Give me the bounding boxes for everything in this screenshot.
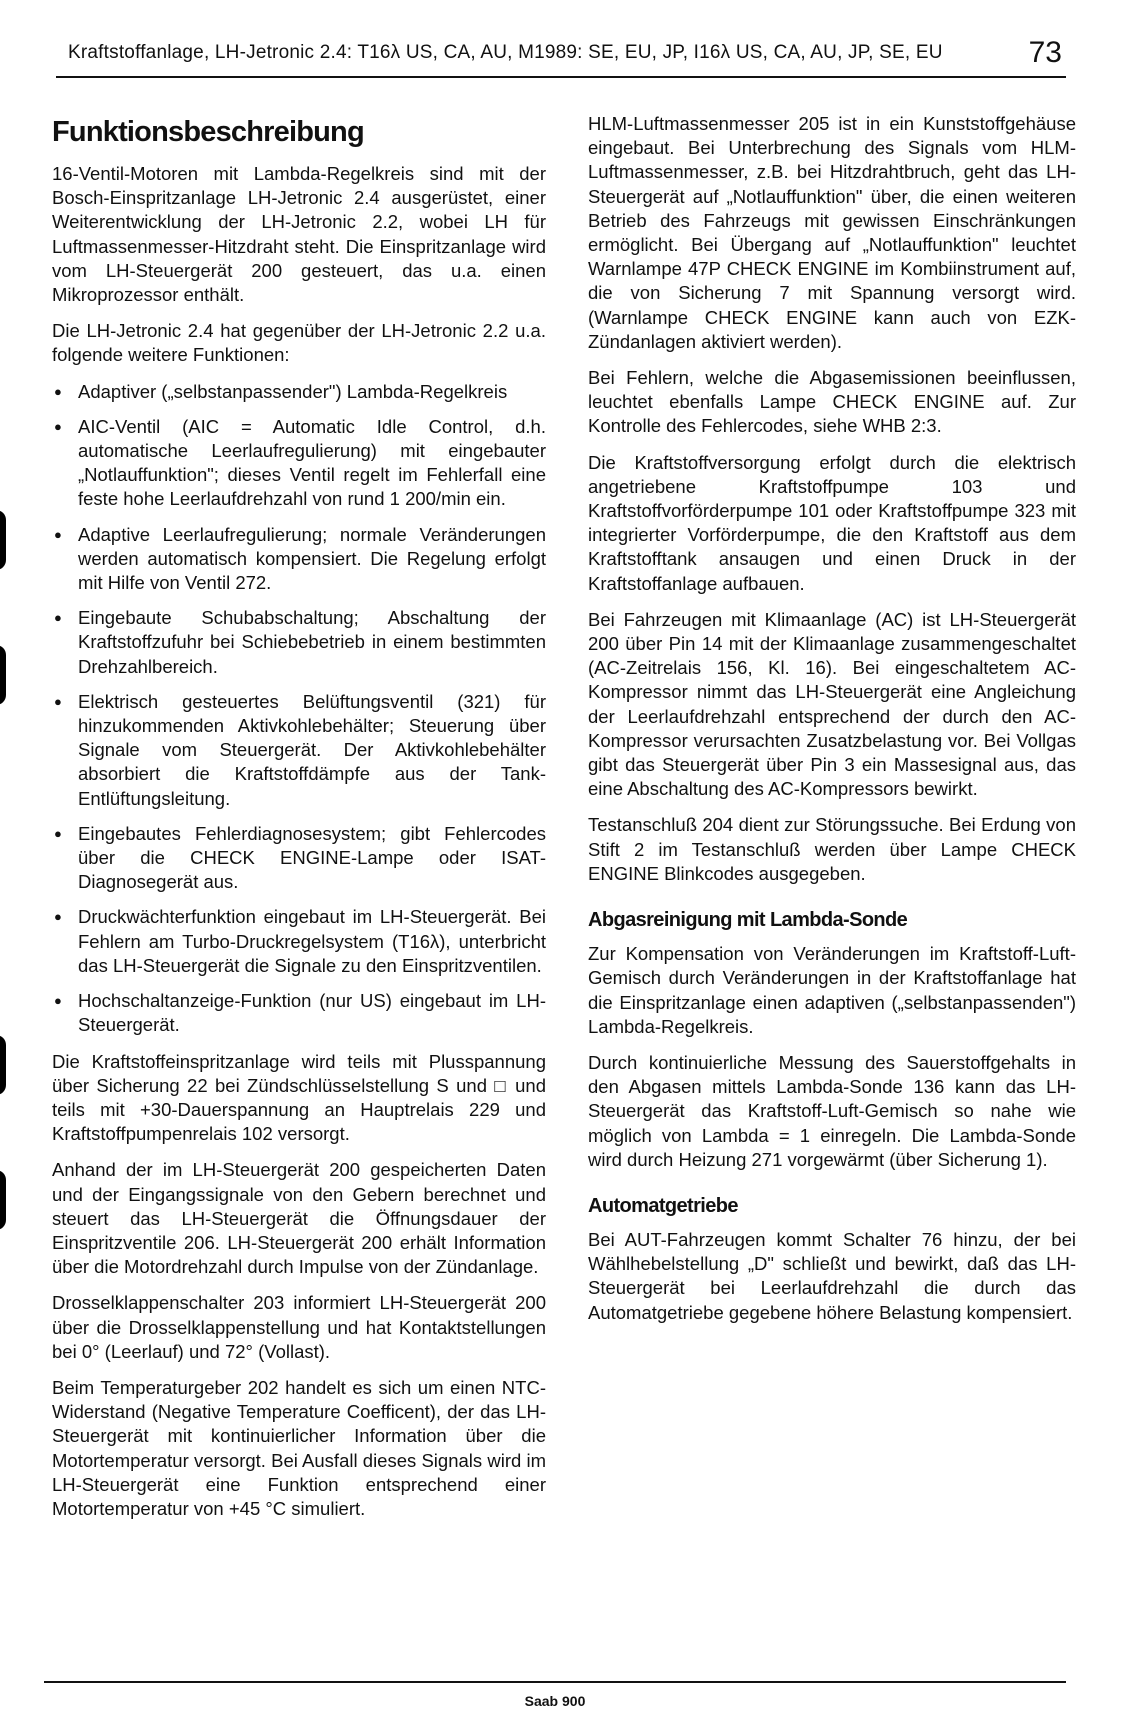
binder-hole — [0, 645, 6, 705]
footer-text: Saab 900 — [524, 1693, 586, 1709]
page-number: 73 — [1028, 36, 1062, 69]
subsection-heading: Automatgetriebe — [588, 1194, 738, 1217]
paragraph: Anhand der im LH-Steuergerät 200 gespeicherten Daten und der Eingangssignale von den Gebern berechnet und steuert das LH-Steuergerät die Öffnungsdauer der Einspritzventile 206. LH-Steuergerät 200 erhält Information über die Motordrehzahl durch Impulse von der Zündanlage. — [52, 1159, 546, 1278]
list-item: ● Eingebaute Schubabschaltung; Abschaltung der Kraftstoffzufuhr bei Schiebebetrieb in einem bestimmten Drehzahlbereich. — [52, 606, 546, 679]
list-item: ● Hochschaltanzeige-Funktion (nur US) eingebaut im LH-Steuergerät. — [52, 989, 546, 1037]
list-item: ● AIC-Ventil (AIC = Automatic Idle Control, d.h. automatische Leerlaufregulierung) mit eingebauter „Notlauffunktion"; dieses Ventil regelt im Fehlerfall eine feste hohe Leerlaufdrehzahl von rund 1 200/min ein. — [52, 415, 546, 512]
list-item: ● Druckwächterfunktion eingebaut im LH-Steuergerät. Bei Fehlern am Turbo-Druckregelsystem (T16λ), unterbricht das LH-Steuergerät die Signale zu den Einspritzventilen. — [52, 905, 546, 978]
right-column — [588, 112, 1076, 1337]
left-column — [52, 112, 546, 1533]
binder-hole — [0, 1035, 6, 1095]
paragraph: Beim Temperaturgeber 202 handelt es sich um einen NTC-Widerstand (Negative Temperature Coefficent), der das LH-Steuergerät mit kontinuierlicher Information über die Motortemperatur versorgt. Bei Ausfall dieses Signals wird im LH-Steuergerät eine Funktion entsprechend einer Motortemperatur von +45 °C simuliert. — [52, 1376, 546, 1519]
list-item: ● Adaptive Leerlaufregulierung; normale Veränderungen werden automatisch kompensiert. Die Regelung erfolgt mit Hilfe von Ventil 272. — [52, 523, 546, 596]
subsection-heading: Abgasreinigung mit Lambda-Sonde — [588, 909, 908, 932]
list-item: ● Elektrisch gesteuertes Belüftungsventil (321) für hinzukommenden Aktivkohlebehälter; Steuerung über Signale vom Steuergerät. Der Aktivkohlebehälter absorbiert die Kraftstoffdämpfe aus der Tank-Entlüftungsleitung. — [52, 690, 546, 811]
paragraph: Die Kraftstoffversorgung erfolgt durch die elektrisch angetriebene Kraftstoffpumpe 103 und Kraftstoffvorförderpumpe 101 oder Kraftstoffpumpe 323 mit integrierter Vorförderpumpe, die den Kraftstoff aus dem Kraftstofftank ansaugen und einen Druck in der Kraftstoffanlage aufbauen. — [588, 451, 1076, 594]
paragraph: Bei Fehlern, welche die Abgasemissionen beeinflussen, leuchtet ebenfalls Lampe CHECK ENGINE auf. Zur Kontrolle des Fehlercodes, siehe WHB 2:3. — [588, 367, 1076, 437]
paragraph: Zur Kompensation von Veränderungen im Kraftstoff-Luft-Gemisch durch Veränderungen in der Kraftstoffanlage hat die Einspritzanlage einen adaptiven („selbstanpassenden") Lambda-Regelkreis. — [588, 943, 1076, 1037]
header-title: Kraftstoffanlage, LH-Jetronic 2.4: T16λ US, CA, AU, M1989: SE, EU, JP, I16λ US, CA, AU, JP, SE, EU — [68, 42, 943, 63]
paragraph: Testanschluß 204 dient zur Störungssuche. Bei Erdung von Stift 2 im Testanschluß werden über Lampe CHECK ENGINE Blinkcodes ausgegeben. — [588, 814, 1076, 884]
page-header — [56, 34, 1066, 78]
binder-hole — [0, 1170, 6, 1230]
paragraph: Durch kontinuierliche Messung des Sauerstoffgehalts in den Abgasen mittels Lambda-Sonde 136 kann das LH-Steuergerät das Kraftstoff-Luft-Gemisch so nahe wie möglich von Lambda = 1 einregeln. Die Lambda-Sonde wird durch Heizung 271 vorgewärmt (über Sicherung 1). — [588, 1051, 1076, 1170]
paragraph: Bei Fahrzeugen mit Klimaanlage (AC) ist LH-Steuergerät 200 über Pin 14 mit der Klimaanlage zusammengeschaltet (AC-Zeitrelais 156, Kl. 16). Bei eingeschaltetem AC-Kompressor nimmt das LH-Steuergerät eine Angleichung der Leerlaufdrehzahl entsprechend der durch den AC-Kompressor verursachten Zusatzbelastung vor. Bei Vollgas gibt das Steuergerät über Pin 3 ein Massesignal aus, das eine Abschaltung des AC-Kompressors bewirkt. — [588, 608, 1076, 800]
lead-paragraph: Die LH-Jetronic 2.4 hat gegenüber der LH-Jetronic 2.2 u.a. folgende weitere Funktionen: — [52, 320, 546, 366]
list-item: ● Adaptiver („selbstanpassender") Lambda-Regelkreis — [52, 380, 546, 404]
paragraph: Bei AUT-Fahrzeugen kommt Schalter 76 hinzu, der bei Wählhebelstellung „D" schließt und bewirkt, daß das LH-Steuergerät bei Leerlaufdrehzahl die durch das Automatgetriebe gegebene höhere Belastung kompensiert. — [588, 1228, 1076, 1323]
paragraph: Die Kraftstoffeinspritzanlage wird teils mit Plusspannung über Sicherung 22 bei Zündschlüsselstellung S und □ und teils mit +30-Dauerspannung an Hauptrelais 229 und Kraftstoffpumpenrelais 102 versorgt. — [52, 1050, 546, 1145]
paragraph: HLM-Luftmassenmesser 205 ist in ein Kunststoffgehäuse eingebaut. Bei Unterbrechung des Signals vom HLM-Luftmassenmesser, z.B. bei Hitzdrahtbruch, geht das LH-Steuergerät auf „Notlauffunktion" über, die einen weiteren Betrieb des Fahrzeugs mit gewissen Einschränkungen ermöglicht. Bei Übergang auf „Notlauffunktion" leuchtet Warnlampe 47P CHECK ENGINE im Kombiinstrument auf, die von Sicherung 7 mit Spannung versorgt wird. (Warnlampe CHECK ENGINE kann auch von EZK-Zündanlagen aktiviert werden). — [588, 113, 1076, 352]
binder-hole — [0, 510, 6, 570]
page-footer — [44, 1681, 1066, 1709]
list-item: ● Eingebautes Fehlerdiagnosesystem; gibt Fehlercodes über die CHECK ENGINE-Lampe oder ISAT-Diagnosegerät aus. — [52, 822, 546, 895]
feature-list — [52, 380, 546, 1038]
section-heading: Funktionsbeschreibung — [52, 116, 364, 148]
intro-paragraph: 16-Ventil-Motoren mit Lambda-Regelkreis sind mit der Bosch-Einspritzanlage LH-Jetronic 2.4 ausgerüstet, einer Weiterentwicklung der LH-Jetronic 2.2, wobei LH für Luftmassenmesser-Hitzdraht steht. Die Einspritzanlage wird vom LH-Steuergerät 200 gesteuert, das u.a. einen Mikroprozessor enthält. — [52, 163, 546, 306]
paragraph: Drosselklappenschalter 203 informiert LH-Steuergerät 200 über die Drosselklappenstellung und hat Kontaktstellungen bei 0° (Leerlauf) und 72° (Vollast). — [52, 1292, 546, 1362]
